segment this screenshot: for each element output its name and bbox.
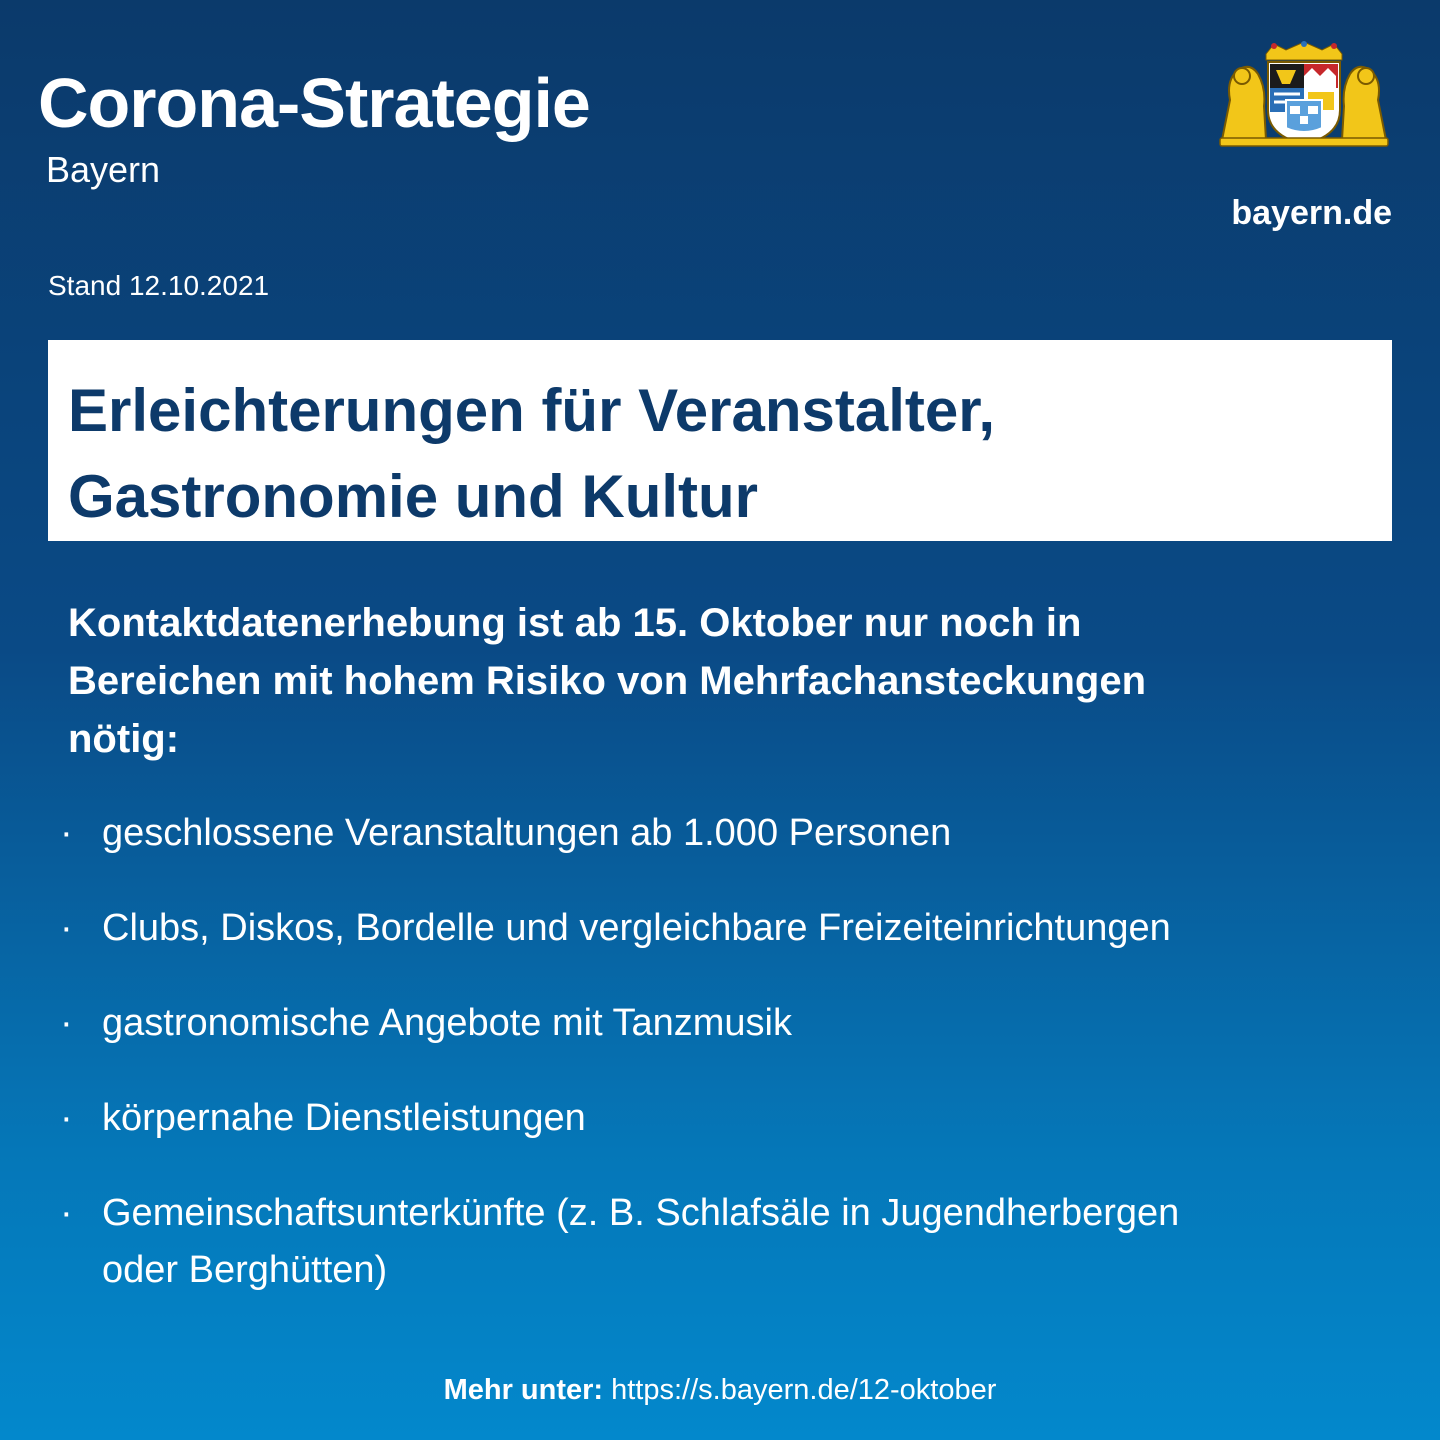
list-item [60, 995, 1400, 1052]
intro-line: Bereichen mit hohem Risiko von Mehrfachansteckungen [68, 659, 1147, 703]
list-item [60, 1090, 1400, 1147]
date-stamp: Stand 12.10.2021 [48, 270, 270, 301]
page-subtitle: Bayern [46, 149, 161, 190]
brand-link[interactable]: bayern.de [1231, 194, 1392, 232]
intro-line: nötig: [68, 717, 180, 761]
list-item-text: Clubs, Diskos, Bordelle und vergleichbare Freizeiteinrichtungen [102, 907, 1171, 949]
list-item-text: geschlossene Veranstaltungen ab 1.000 Personen [102, 812, 952, 854]
list-item [60, 1185, 1400, 1299]
bullet-list [60, 805, 1400, 1337]
list-item-text: oder Berghütten) [102, 1249, 388, 1291]
footer-label: Mehr unter: [443, 1374, 604, 1406]
bavarian-coat-of-arms-icon [1216, 40, 1392, 148]
footer-url-link[interactable]: https://s.bayern.de/12-oktober [611, 1374, 997, 1406]
bullet-dot-icon: · [60, 907, 73, 949]
footer [0, 1376, 1440, 1405]
list-item-text: gastronomische Angebote mit Tanzmusik [102, 1002, 792, 1044]
bullet-dot-icon: · [60, 812, 73, 854]
headline-line: Erleichterungen für Veranstalter, [68, 377, 995, 444]
list-item [60, 900, 1400, 957]
headline-box [48, 340, 1392, 541]
page-title: Corona-Strategie [38, 64, 590, 142]
bullet-dot-icon: · [60, 1002, 73, 1044]
brand-block[interactable] [1212, 40, 1392, 232]
intro-line: Kontaktdatenerhebung ist ab 15. Oktober nur noch in [68, 601, 1082, 645]
list-item-text: Gemeinschaftsunterkünfte (z. B. Schlafsäle in Jugendherbergen [102, 1192, 1180, 1234]
intro-text [68, 594, 1368, 768]
list-item-text: körpernahe Dienstleistungen [102, 1097, 586, 1139]
list-item [60, 805, 1400, 862]
bullet-dot-icon: · [60, 1192, 73, 1234]
bullet-dot-icon: · [60, 1097, 73, 1139]
headline-line: Gastronomie und Kultur [68, 463, 758, 530]
